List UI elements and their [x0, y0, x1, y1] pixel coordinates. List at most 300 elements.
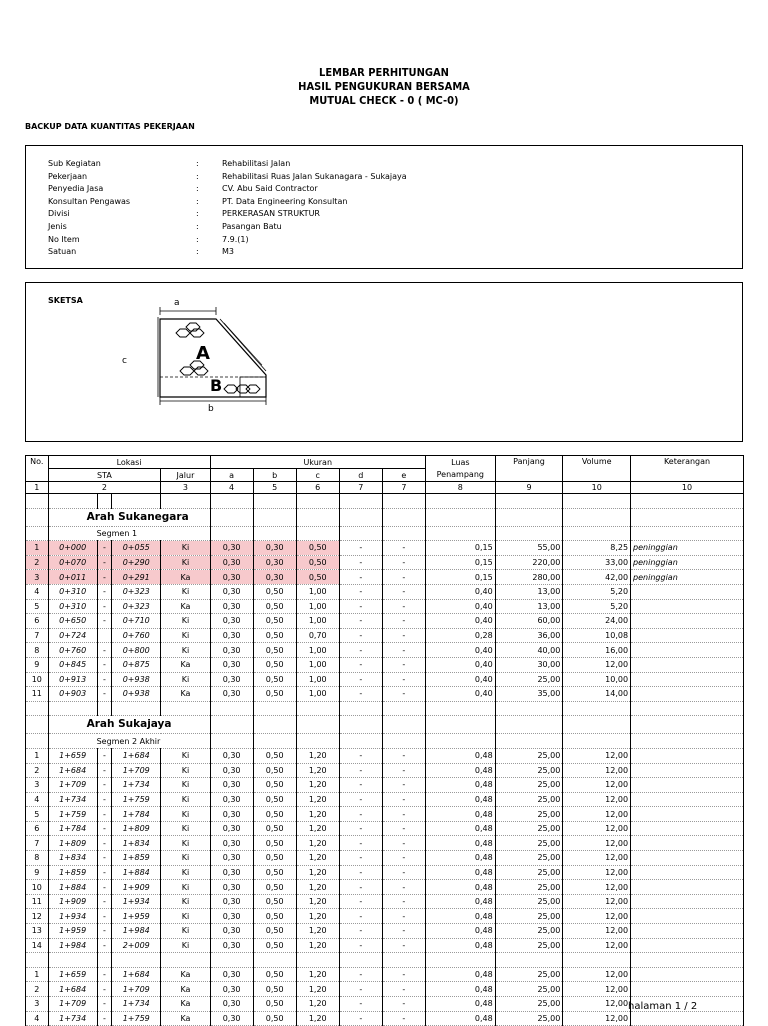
cell-jalur: Ki — [161, 555, 210, 570]
cell-panjang: 25,00 — [495, 880, 563, 895]
cell-b: 0,50 — [253, 792, 296, 807]
table-row — [26, 924, 744, 939]
cell-a: 0,30 — [210, 657, 253, 672]
cell-to: 0+291 — [112, 570, 161, 585]
cell-b: 0,50 — [253, 807, 296, 822]
cell-jalur: Ki — [161, 924, 210, 939]
cell-c: 1,20 — [296, 1011, 339, 1026]
cell-no: 9 — [26, 865, 49, 880]
cell-no: 1 — [26, 748, 49, 763]
cell-to: 1+834 — [112, 836, 161, 851]
cell-d: - — [339, 687, 382, 702]
cell-d: - — [339, 628, 382, 643]
cell-panjang: 25,00 — [495, 836, 563, 851]
cell-sep: - — [97, 865, 111, 880]
cell-volume: 12,00 — [563, 894, 631, 909]
cell-no: 8 — [26, 643, 49, 658]
info-box — [25, 145, 743, 269]
cell-d: - — [339, 657, 382, 672]
cell-c: 1,00 — [296, 584, 339, 599]
cell-no: 5 — [26, 807, 49, 822]
cell-no: 2 — [26, 982, 49, 997]
cell-from: 1+734 — [48, 792, 97, 807]
cell-d: - — [339, 997, 382, 1012]
cell-panjang: 40,00 — [495, 643, 563, 658]
cell-d: - — [339, 778, 382, 793]
table-row — [26, 628, 744, 643]
cell-d: - — [339, 672, 382, 687]
cell-ket — [631, 599, 744, 614]
header-luas-1: Luas — [451, 457, 470, 467]
cell-no: 10 — [26, 672, 49, 687]
table-row — [26, 763, 744, 778]
cell-volume: 14,00 — [563, 687, 631, 702]
cell-no: 12 — [26, 909, 49, 924]
cell-no: 3 — [26, 778, 49, 793]
cell-luas: 0,48 — [425, 909, 495, 924]
cell-panjang: 25,00 — [495, 894, 563, 909]
cell-c: 1,20 — [296, 880, 339, 895]
header-b: b — [253, 469, 296, 482]
info-colon: : — [196, 222, 199, 231]
cell-e: - — [382, 836, 425, 851]
info-colon: : — [196, 234, 199, 244]
cell-to: 0+760 — [112, 628, 161, 643]
cell-luas: 0,40 — [425, 584, 495, 599]
col-num: 7 — [339, 482, 382, 494]
cell-ket — [631, 643, 744, 658]
cell-to: 0+323 — [112, 584, 161, 599]
cell-e: - — [382, 763, 425, 778]
cell-volume: 12,00 — [563, 865, 631, 880]
cell-panjang: 25,00 — [495, 792, 563, 807]
cell-c: 1,20 — [296, 807, 339, 822]
cell-d: - — [339, 894, 382, 909]
cell-no: 2 — [26, 763, 49, 778]
header-ukuran: Ukuran — [210, 456, 425, 469]
cell-no: 1 — [26, 541, 49, 556]
cell-e: - — [382, 1011, 425, 1026]
cell-luas: 0,40 — [425, 657, 495, 672]
cell-no: 6 — [26, 821, 49, 836]
cell-a: 0,30 — [210, 687, 253, 702]
header-volume: Volume — [563, 456, 631, 482]
info-colon: : — [196, 159, 199, 168]
cell-luas: 0,48 — [425, 982, 495, 997]
cell-luas: 0,48 — [425, 792, 495, 807]
cell-c: 1,00 — [296, 643, 339, 658]
cell-c: 1,00 — [296, 672, 339, 687]
cell-c: 1,00 — [296, 614, 339, 629]
cell-panjang: 25,00 — [495, 807, 563, 822]
cell-e: - — [382, 924, 425, 939]
cell-panjang: 25,00 — [495, 997, 563, 1012]
cell-to: 1+909 — [112, 880, 161, 895]
cell-from: 1+709 — [48, 778, 97, 793]
info-value: CV. Abu Said Contractor — [222, 184, 318, 194]
header-c: c — [296, 469, 339, 482]
cell-luas: 0,48 — [425, 807, 495, 822]
table-row — [26, 570, 744, 585]
table-row — [26, 778, 744, 793]
cell-to: 1+734 — [112, 997, 161, 1012]
cell-ket — [631, 657, 744, 672]
cell-to: 1+859 — [112, 851, 161, 866]
cell-to: 1+759 — [112, 1011, 161, 1026]
cell-panjang: 25,00 — [495, 821, 563, 836]
cell-jalur: Ki — [161, 836, 210, 851]
cell-ket — [631, 982, 744, 997]
header-luas-2: Penampang — [436, 469, 484, 479]
cell-to: 1+934 — [112, 894, 161, 909]
cell-luas: 0,40 — [425, 614, 495, 629]
cell-jalur: Ki — [161, 792, 210, 807]
cell-jalur: Ki — [161, 938, 210, 953]
sketch-diagram — [116, 293, 316, 433]
cell-ket — [631, 880, 744, 895]
cell-jalur: Ka — [161, 599, 210, 614]
cell-b: 0,50 — [253, 938, 296, 953]
cell-to: 0+800 — [112, 643, 161, 658]
table-row — [26, 599, 744, 614]
cell-no: 1 — [26, 967, 49, 982]
cell-ket — [631, 778, 744, 793]
table-row — [26, 865, 744, 880]
info-label: Penyedia Jasa — [48, 184, 104, 194]
cell-sep: - — [97, 821, 111, 836]
col-num: 1 — [26, 482, 49, 494]
cell-from: 1+959 — [48, 924, 97, 939]
cell-ket — [631, 938, 744, 953]
table-row — [26, 614, 744, 629]
cell-sep: - — [97, 763, 111, 778]
cell-volume: 12,00 — [563, 836, 631, 851]
cell-a: 0,30 — [210, 880, 253, 895]
cell-sep: - — [97, 807, 111, 822]
cell-d: - — [339, 821, 382, 836]
cell-from: 0+903 — [48, 687, 97, 702]
cell-e: - — [382, 982, 425, 997]
cell-d: - — [339, 836, 382, 851]
cell-from: 0+310 — [48, 599, 97, 614]
page-number: halaman 1 / 2 — [628, 1001, 698, 1012]
cell-e: - — [382, 909, 425, 924]
info-value: Rehabilitasi Ruas Jalan Sukanagara - Sukajaya — [222, 171, 407, 181]
cell-a: 0,30 — [210, 807, 253, 822]
col-num: 2 — [48, 482, 161, 494]
table-row — [26, 982, 744, 997]
cell-luas: 0,48 — [425, 748, 495, 763]
table-row — [26, 967, 744, 982]
spacer-row — [26, 953, 744, 968]
cell-jalur: Ki — [161, 909, 210, 924]
cell-d: - — [339, 807, 382, 822]
cell-sep — [97, 628, 111, 643]
header-panjang: Panjang — [495, 456, 563, 482]
doc-subtitle: BACKUP DATA KUANTITAS PEKERJAAN — [25, 122, 195, 131]
cell-volume: 12,00 — [563, 909, 631, 924]
cell-jalur: Ki — [161, 672, 210, 687]
segment-title-text: Segmen 2 Akhir — [48, 734, 210, 749]
cell-panjang: 280,00 — [495, 570, 563, 585]
cell-to: 1+759 — [112, 792, 161, 807]
cell-from: 1+809 — [48, 836, 97, 851]
cell-ket — [631, 748, 744, 763]
cell-jalur: Ki — [161, 584, 210, 599]
section-title — [26, 716, 744, 734]
cell-b: 0,50 — [253, 880, 296, 895]
cell-volume: 12,00 — [563, 982, 631, 997]
info-value: Rehabilitasi Jalan — [222, 159, 291, 168]
cell-jalur: Ka — [161, 1011, 210, 1026]
info-label: Konsultan Pengawas — [48, 196, 131, 206]
cell-sep: - — [97, 938, 111, 953]
cell-a: 0,30 — [210, 672, 253, 687]
table-row — [26, 894, 744, 909]
label-c: c — [122, 356, 127, 366]
cell-luas: 0,48 — [425, 821, 495, 836]
cell-panjang: 25,00 — [495, 924, 563, 939]
cell-b: 0,30 — [253, 570, 296, 585]
cell-c: 1,00 — [296, 657, 339, 672]
cell-jalur: Ki — [161, 894, 210, 909]
info-value: 7.9.(1) — [222, 234, 249, 244]
cell-b: 0,50 — [253, 851, 296, 866]
cell-jalur: Ka — [161, 570, 210, 585]
cell-jalur: Ki — [161, 807, 210, 822]
cell-a: 0,30 — [210, 836, 253, 851]
cell-sep: - — [97, 541, 111, 556]
info-colon: : — [196, 209, 199, 219]
cell-sep: - — [97, 836, 111, 851]
cell-ket — [631, 687, 744, 702]
cell-a: 0,30 — [210, 541, 253, 556]
cell-no: 9 — [26, 657, 49, 672]
label-a: a — [174, 298, 180, 308]
cell-c: 1,20 — [296, 748, 339, 763]
cell-to: 1+684 — [112, 748, 161, 763]
cell-sep: - — [97, 792, 111, 807]
cell-luas: 0,40 — [425, 687, 495, 702]
cell-b: 0,50 — [253, 894, 296, 909]
cell-e: - — [382, 865, 425, 880]
cell-no: 11 — [26, 687, 49, 702]
cell-panjang: 25,00 — [495, 938, 563, 953]
cell-a: 0,30 — [210, 584, 253, 599]
cell-b: 0,50 — [253, 748, 296, 763]
cell-no: 3 — [26, 997, 49, 1012]
cell-b: 0,50 — [253, 924, 296, 939]
cell-c: 1,20 — [296, 924, 339, 939]
cell-jalur: Ki — [161, 628, 210, 643]
info-colon: : — [196, 184, 199, 194]
cell-panjang: 36,00 — [495, 628, 563, 643]
cell-e: - — [382, 672, 425, 687]
cell-ket — [631, 924, 744, 939]
cell-c: 1,00 — [296, 599, 339, 614]
cell-luas: 0,15 — [425, 555, 495, 570]
header-e: e — [382, 469, 425, 482]
cell-to: 0+938 — [112, 672, 161, 687]
cell-b: 0,50 — [253, 628, 296, 643]
cell-e: - — [382, 584, 425, 599]
cell-panjang: 25,00 — [495, 865, 563, 880]
cell-jalur: Ki — [161, 541, 210, 556]
cell-volume: 5,20 — [563, 599, 631, 614]
cell-sep: - — [97, 1011, 111, 1026]
table-row — [26, 748, 744, 763]
cell-volume: 24,00 — [563, 614, 631, 629]
info-value: PERKERASAN STRUKTUR — [222, 209, 320, 219]
cell-e: - — [382, 570, 425, 585]
cell-d: - — [339, 763, 382, 778]
cell-luas: 0,48 — [425, 924, 495, 939]
cell-sep: - — [97, 570, 111, 585]
cell-e: - — [382, 938, 425, 953]
cell-e: - — [382, 687, 425, 702]
cell-a: 0,30 — [210, 894, 253, 909]
cell-no: 2 — [26, 555, 49, 570]
cell-a: 0,30 — [210, 1011, 253, 1026]
col-num: 5 — [253, 482, 296, 494]
cell-d: - — [339, 865, 382, 880]
cell-e: - — [382, 894, 425, 909]
cell-a: 0,30 — [210, 982, 253, 997]
cell-no: 4 — [26, 584, 49, 599]
cell-jalur: Ka — [161, 997, 210, 1012]
cell-a: 0,30 — [210, 865, 253, 880]
cell-from: 0+000 — [48, 541, 97, 556]
cell-panjang: 25,00 — [495, 851, 563, 866]
cell-no: 6 — [26, 614, 49, 629]
cell-b: 0,50 — [253, 865, 296, 880]
cell-from: 1+859 — [48, 865, 97, 880]
cell-c: 1,20 — [296, 763, 339, 778]
cell-from: 1+659 — [48, 967, 97, 982]
cell-sep: - — [97, 778, 111, 793]
cell-luas: 0,48 — [425, 851, 495, 866]
cell-b: 0,50 — [253, 672, 296, 687]
cell-panjang: 25,00 — [495, 672, 563, 687]
cell-jalur: Ka — [161, 982, 210, 997]
header-a: a — [210, 469, 253, 482]
cell-luas: 0,48 — [425, 778, 495, 793]
cell-to: 0+055 — [112, 541, 161, 556]
cell-luas: 0,48 — [425, 997, 495, 1012]
segment-title — [26, 526, 744, 541]
cell-d: - — [339, 967, 382, 982]
cell-d: - — [339, 614, 382, 629]
info-colon: : — [196, 171, 199, 181]
cell-b: 0,50 — [253, 643, 296, 658]
cell-c: 1,20 — [296, 909, 339, 924]
cell-from: 0+845 — [48, 657, 97, 672]
quantity-table — [25, 455, 744, 1026]
cell-e: - — [382, 657, 425, 672]
cell-panjang: 30,00 — [495, 657, 563, 672]
cell-from: 1+684 — [48, 982, 97, 997]
cell-e: - — [382, 541, 425, 556]
cell-luas: 0,48 — [425, 836, 495, 851]
cell-no: 10 — [26, 880, 49, 895]
cell-b: 0,50 — [253, 778, 296, 793]
cell-jalur: Ki — [161, 614, 210, 629]
cell-ket — [631, 967, 744, 982]
cell-e: - — [382, 628, 425, 643]
table-row — [26, 792, 744, 807]
header-d: d — [339, 469, 382, 482]
cell-from: 1+934 — [48, 909, 97, 924]
cell-panjang: 25,00 — [495, 967, 563, 982]
info-label: Jenis — [48, 222, 67, 231]
cell-c: 1,20 — [296, 778, 339, 793]
cell-volume: 12,00 — [563, 792, 631, 807]
info-label: Divisi — [48, 209, 70, 219]
col-num: 9 — [495, 482, 563, 494]
cell-panjang: 25,00 — [495, 982, 563, 997]
cell-b: 0,50 — [253, 821, 296, 836]
cell-to: 0+323 — [112, 599, 161, 614]
cell-c: 0,50 — [296, 541, 339, 556]
cell-volume: 12,00 — [563, 763, 631, 778]
cell-from: 1+884 — [48, 880, 97, 895]
cell-volume: 10,00 — [563, 672, 631, 687]
cell-b: 0,50 — [253, 967, 296, 982]
table-row — [26, 821, 744, 836]
cell-d: - — [339, 880, 382, 895]
header-lokasi: Lokasi — [48, 456, 210, 469]
doc-title-line-1: LEMBAR PERHITUNGAN — [319, 66, 449, 79]
cell-jalur: Ki — [161, 748, 210, 763]
table-row — [26, 643, 744, 658]
cell-from: 1+984 — [48, 938, 97, 953]
cell-ket — [631, 894, 744, 909]
cell-from: 0+913 — [48, 672, 97, 687]
cell-volume: 12,00 — [563, 924, 631, 939]
cell-e: - — [382, 614, 425, 629]
cell-a: 0,30 — [210, 599, 253, 614]
cell-c: 1,20 — [296, 894, 339, 909]
cell-from: 0+011 — [48, 570, 97, 585]
cell-sep: - — [97, 982, 111, 997]
cell-a: 0,30 — [210, 909, 253, 924]
cell-sep: - — [97, 880, 111, 895]
info-colon: : — [196, 196, 199, 206]
cell-b: 0,50 — [253, 657, 296, 672]
cell-jalur: Ki — [161, 880, 210, 895]
table-row — [26, 541, 744, 556]
cell-b: 0,50 — [253, 836, 296, 851]
cell-panjang: 25,00 — [495, 778, 563, 793]
cell-from: 1+709 — [48, 997, 97, 1012]
cell-d: - — [339, 924, 382, 939]
header-sta: STA — [48, 469, 161, 482]
cell-luas: 0,15 — [425, 570, 495, 585]
cell-from: 0+070 — [48, 555, 97, 570]
cell-sep: - — [97, 614, 111, 629]
cell-a: 0,30 — [210, 792, 253, 807]
cell-to: 1+809 — [112, 821, 161, 836]
cell-to: 1+784 — [112, 807, 161, 822]
cell-a: 0,30 — [210, 851, 253, 866]
header-no: No. — [26, 456, 49, 482]
section-title-text: Arah Sukajaya — [48, 716, 210, 734]
cell-from: 1+684 — [48, 763, 97, 778]
cell-ket — [631, 672, 744, 687]
section-title-text: Arah Sukanegara — [48, 508, 210, 526]
cell-a: 0,30 — [210, 997, 253, 1012]
table-row — [26, 555, 744, 570]
